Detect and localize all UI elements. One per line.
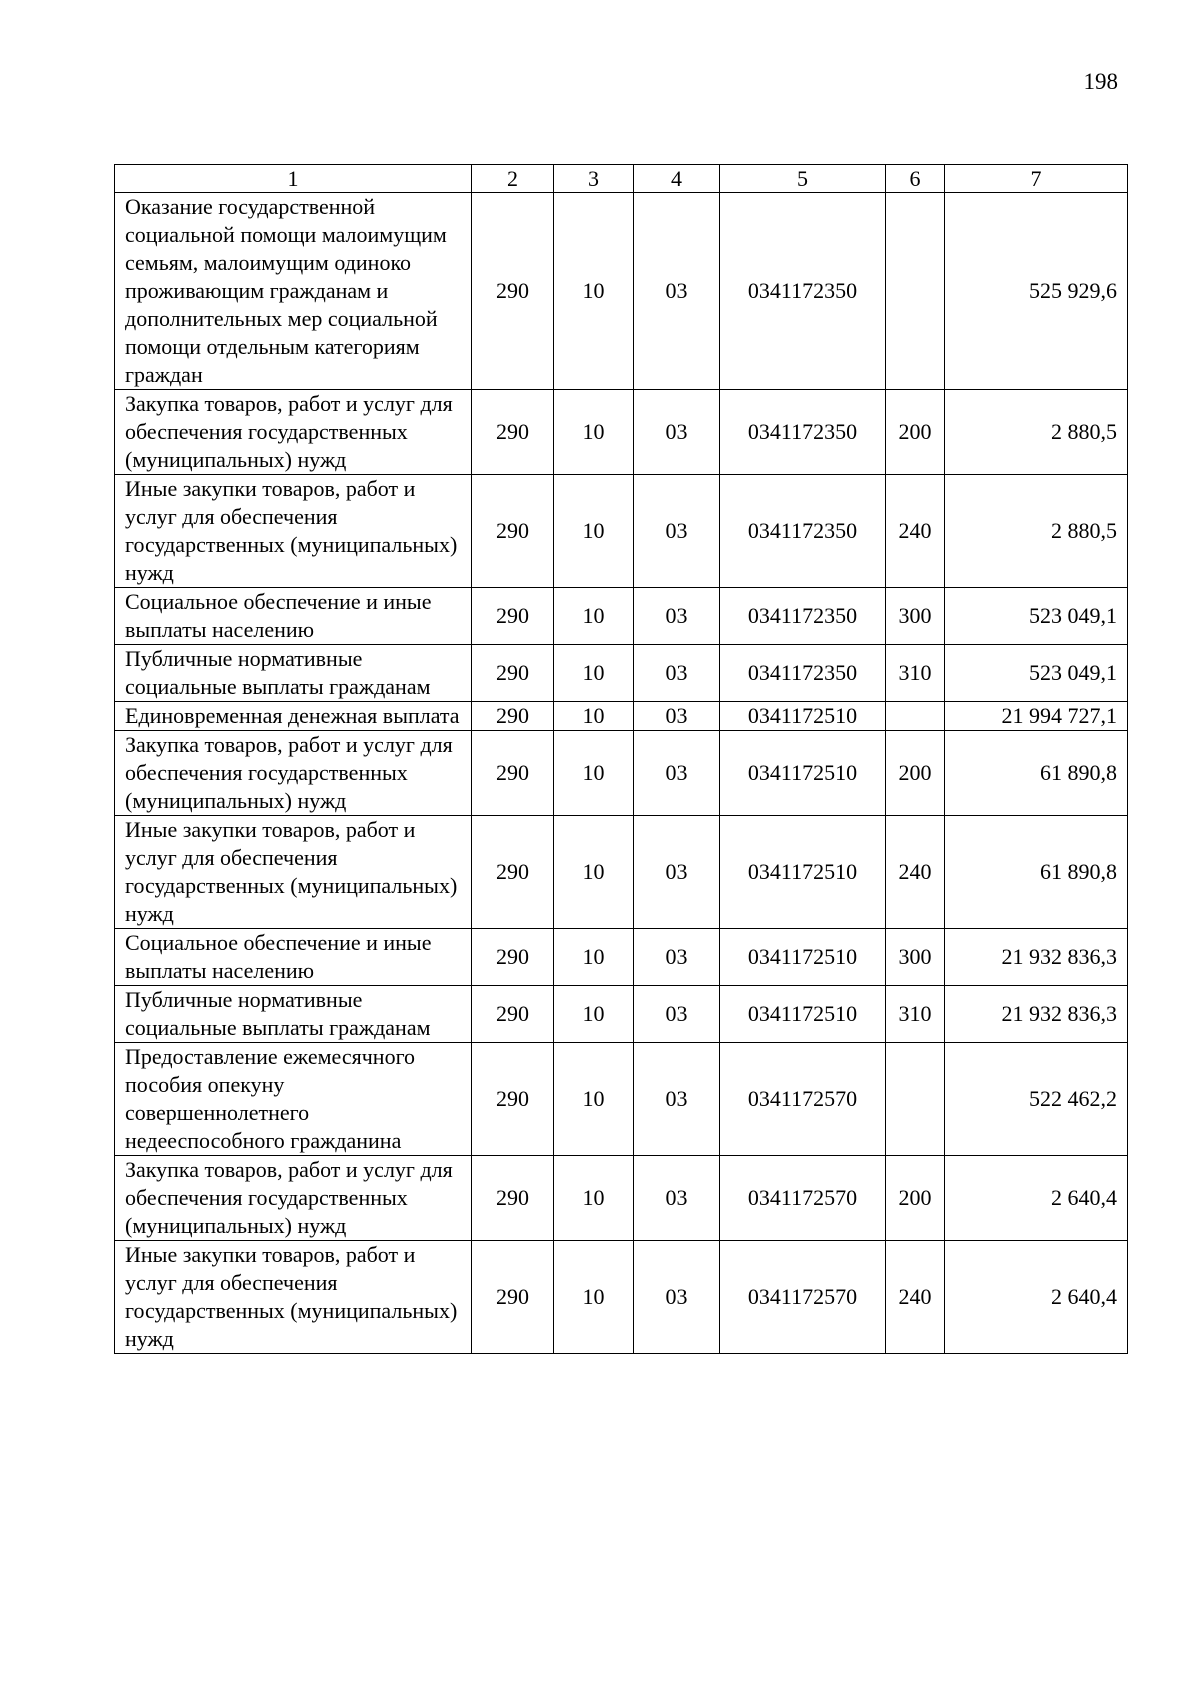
row-c2: 290 — [472, 588, 554, 645]
row-c7: 523 049,1 — [945, 645, 1128, 702]
header-col-5: 5 — [720, 165, 886, 193]
row-c2: 290 — [472, 731, 554, 816]
row-c7: 61 890,8 — [945, 731, 1128, 816]
table-row — [115, 731, 1128, 816]
row-c6: 200 — [886, 731, 945, 816]
row-c2: 290 — [472, 645, 554, 702]
row-c3: 10 — [554, 1241, 634, 1354]
row-name: Публичные нормативные социальные выплаты гражданам — [115, 986, 472, 1043]
row-c7: 525 929,6 — [945, 193, 1128, 390]
row-c3: 10 — [554, 645, 634, 702]
row-c6: 240 — [886, 1241, 945, 1354]
row-name: Социальное обеспечение и иные выплаты населению — [115, 588, 472, 645]
header-col-2: 2 — [472, 165, 554, 193]
header-col-4: 4 — [634, 165, 720, 193]
row-c5: 0341172570 — [720, 1241, 886, 1354]
row-c5: 0341172510 — [720, 986, 886, 1043]
table-row — [115, 986, 1128, 1043]
row-c5: 0341172510 — [720, 816, 886, 929]
row-c6 — [886, 193, 945, 390]
row-c7: 21 932 836,3 — [945, 986, 1128, 1043]
row-c2: 290 — [472, 193, 554, 390]
row-name: Иные закупки товаров, работ и услуг для обеспечения государственных (муниципальных) нужд — [115, 475, 472, 588]
row-c5: 0341172570 — [720, 1156, 886, 1241]
row-name: Единовременная денежная выплата — [115, 702, 472, 731]
row-c6 — [886, 702, 945, 731]
row-c2: 290 — [472, 1156, 554, 1241]
row-c5: 0341172510 — [720, 929, 886, 986]
row-c5: 0341172350 — [720, 390, 886, 475]
table-row — [115, 1156, 1128, 1241]
row-c2: 290 — [472, 929, 554, 986]
row-c3: 10 — [554, 1043, 634, 1156]
header-col-3: 3 — [554, 165, 634, 193]
row-c4: 03 — [634, 929, 720, 986]
row-name: Предоставление ежемесячного пособия опекуну совершеннолетнего недееспособного гражданина — [115, 1043, 472, 1156]
row-name: Иные закупки товаров, работ и услуг для обеспечения государственных (муниципальных) нужд — [115, 816, 472, 929]
table-row — [115, 645, 1128, 702]
row-c7: 2 640,4 — [945, 1156, 1128, 1241]
row-c6: 240 — [886, 816, 945, 929]
row-c4: 03 — [634, 702, 720, 731]
row-c7: 61 890,8 — [945, 816, 1128, 929]
row-c4: 03 — [634, 645, 720, 702]
header-col-7: 7 — [945, 165, 1128, 193]
row-c4: 03 — [634, 986, 720, 1043]
row-c7: 21 994 727,1 — [945, 702, 1128, 731]
header-col-6: 6 — [886, 165, 945, 193]
row-c4: 03 — [634, 1043, 720, 1156]
row-c5: 0341172510 — [720, 702, 886, 731]
row-c3: 10 — [554, 1156, 634, 1241]
row-name: Оказание государственной социальной помощи малоимущим семьям, малоимущим одиноко проживающим гражданам и дополнительных мер социальной помощи отдельным категориям граждан — [115, 193, 472, 390]
row-c4: 03 — [634, 390, 720, 475]
row-c4: 03 — [634, 1241, 720, 1354]
row-name: Закупка товаров, работ и услуг для обеспечения государственных (муниципальных) нужд — [115, 1156, 472, 1241]
row-name: Иные закупки товаров, работ и услуг для обеспечения государственных (муниципальных) нужд — [115, 1241, 472, 1354]
row-c4: 03 — [634, 193, 720, 390]
table-row — [115, 702, 1128, 731]
page-number: 198 — [1083, 69, 1118, 94]
row-c3: 10 — [554, 816, 634, 929]
row-c3: 10 — [554, 475, 634, 588]
row-name: Закупка товаров, работ и услуг для обеспечения государственных (муниципальных) нужд — [115, 390, 472, 475]
row-c6: 200 — [886, 1156, 945, 1241]
row-c7: 21 932 836,3 — [945, 929, 1128, 986]
row-c7: 2 880,5 — [945, 475, 1128, 588]
row-c3: 10 — [554, 390, 634, 475]
row-c6: 310 — [886, 986, 945, 1043]
row-c2: 290 — [472, 475, 554, 588]
row-c6: 240 — [886, 475, 945, 588]
row-name: Публичные нормативные социальные выплаты гражданам — [115, 645, 472, 702]
table-row — [115, 390, 1128, 475]
row-c5: 0341172570 — [720, 1043, 886, 1156]
row-c2: 290 — [472, 1043, 554, 1156]
row-c2: 290 — [472, 1241, 554, 1354]
header-row — [115, 165, 1128, 193]
row-c3: 10 — [554, 193, 634, 390]
table-row — [115, 929, 1128, 986]
row-c3: 10 — [554, 702, 634, 731]
row-c7: 2 880,5 — [945, 390, 1128, 475]
row-c3: 10 — [554, 986, 634, 1043]
row-c6: 300 — [886, 588, 945, 645]
row-c2: 290 — [472, 986, 554, 1043]
budget-table — [114, 164, 1128, 1354]
row-name: Закупка товаров, работ и услуг для обеспечения государственных (муниципальных) нужд — [115, 731, 472, 816]
row-c7: 522 462,2 — [945, 1043, 1128, 1156]
row-c6 — [886, 1043, 945, 1156]
row-c5: 0341172510 — [720, 731, 886, 816]
row-c6: 300 — [886, 929, 945, 986]
row-c7: 2 640,4 — [945, 1241, 1128, 1354]
row-c5: 0341172350 — [720, 645, 886, 702]
row-c4: 03 — [634, 1156, 720, 1241]
row-c3: 10 — [554, 588, 634, 645]
table-row — [115, 193, 1128, 390]
row-c6: 200 — [886, 390, 945, 475]
row-c4: 03 — [634, 816, 720, 929]
row-c5: 0341172350 — [720, 588, 886, 645]
table-row — [115, 1241, 1128, 1354]
table-row — [115, 1043, 1128, 1156]
row-c2: 290 — [472, 390, 554, 475]
row-c3: 10 — [554, 929, 634, 986]
row-c4: 03 — [634, 731, 720, 816]
row-c2: 290 — [472, 816, 554, 929]
row-c6: 310 — [886, 645, 945, 702]
table-row — [115, 475, 1128, 588]
row-c4: 03 — [634, 475, 720, 588]
table-row — [115, 588, 1128, 645]
header-col-1: 1 — [115, 165, 472, 193]
table-row — [115, 816, 1128, 929]
row-c5: 0341172350 — [720, 193, 886, 390]
row-name: Социальное обеспечение и иные выплаты населению — [115, 929, 472, 986]
row-c5: 0341172350 — [720, 475, 886, 588]
row-c7: 523 049,1 — [945, 588, 1128, 645]
row-c2: 290 — [472, 702, 554, 731]
row-c3: 10 — [554, 731, 634, 816]
row-c4: 03 — [634, 588, 720, 645]
